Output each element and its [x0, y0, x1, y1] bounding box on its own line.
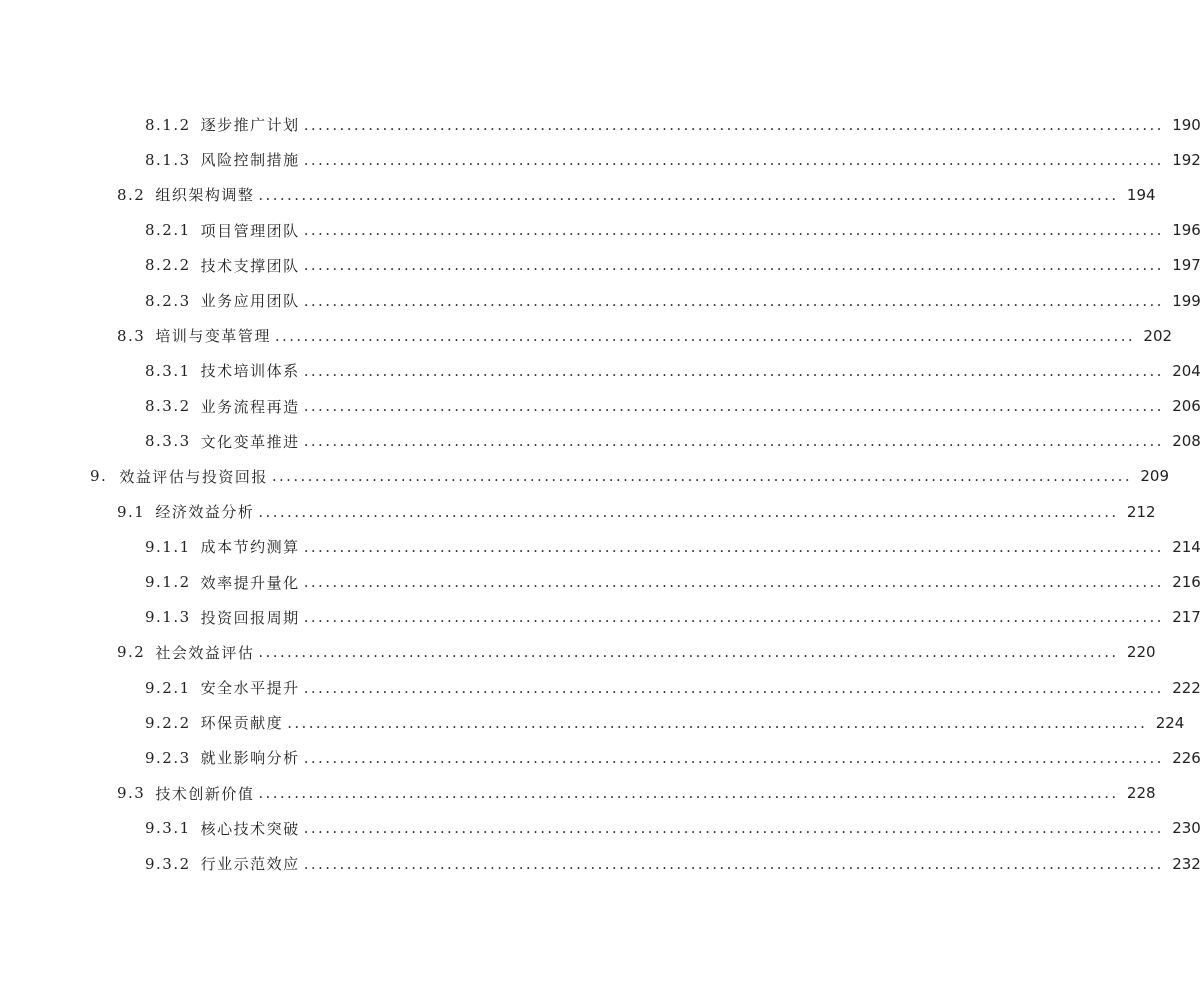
toc-entry-title: 技术支撑团队	[200, 256, 300, 275]
toc-entry-title: 业务流程再造	[200, 397, 300, 416]
toc-entry-9-2-3[interactable]	[0, 740, 1201, 775]
toc-entry-9-2-1[interactable]	[0, 670, 1201, 705]
toc-entry-page: 232	[1172, 854, 1201, 873]
toc-entry-number: 9.2.2	[145, 713, 191, 732]
toc-entry-title: 安全水平提升	[200, 679, 300, 698]
toc-entry-8-2[interactable]	[0, 177, 1156, 212]
toc-entry-title: 经济效益分析	[155, 503, 255, 522]
toc-entry-page: 206	[1172, 397, 1201, 416]
toc-entry-9-1-3[interactable]	[0, 600, 1201, 635]
toc-entry-8-1-2[interactable]	[0, 107, 1201, 142]
toc-entry-page: 226	[1172, 748, 1201, 767]
toc-entry-title: 风险控制措施	[200, 151, 300, 170]
toc-entry-8-1-3[interactable]	[0, 142, 1201, 177]
toc-dot-leader: ........................................................................................................................	[258, 784, 1119, 803]
toc-entry-page: 216	[1172, 573, 1201, 592]
toc-dot-leader: ........................................................................................................................	[303, 748, 1164, 767]
toc-entry-number: 8.1.3	[145, 150, 191, 169]
toc-entry-8-3-3[interactable]	[0, 424, 1201, 459]
toc-entry-page: 228	[1126, 784, 1156, 803]
toc-entry-number: 9.1.3	[145, 608, 191, 627]
toc-entry-title: 组织架构调整	[155, 186, 255, 205]
toc-entry-page: 222	[1172, 678, 1201, 697]
toc-dot-leader: ........................................................................................................................	[303, 221, 1164, 240]
toc-entry-title: 业务应用团队	[200, 292, 300, 311]
toc-dot-leader: ........................................................................................................................	[258, 643, 1119, 662]
toc-entry-number: 8.3.3	[145, 432, 191, 451]
toc-entry-page: 224	[1155, 713, 1185, 732]
toc-entry-number: 8.3	[117, 326, 146, 345]
toc-entry-number: 9.1	[117, 502, 146, 521]
toc-entry-title: 效率提升量化	[200, 573, 300, 592]
toc-entry-title: 培训与变革管理	[155, 327, 271, 346]
toc-entry-page: 199	[1172, 291, 1201, 310]
toc-entry-title: 核心技术突破	[200, 819, 300, 838]
toc-entry-title: 就业影响分析	[200, 749, 300, 768]
toc-entry-title: 投资回报周期	[200, 608, 300, 627]
toc-dot-leader: ........................................................................................................................	[303, 361, 1164, 380]
toc-dot-leader: ........................................................................................................................	[303, 291, 1164, 310]
toc-dot-leader: ........................................................................................................................	[287, 713, 1148, 732]
toc-entry-number: 9.1.1	[145, 537, 191, 556]
toc-entry-9-1[interactable]	[0, 494, 1156, 529]
toc-entry-8-3-1[interactable]	[0, 353, 1201, 388]
toc-entry-page: 192	[1172, 150, 1201, 169]
toc-dot-leader: ........................................................................................................................	[303, 397, 1164, 416]
toc-dot-leader: ........................................................................................................................	[303, 573, 1164, 592]
toc-entry-9-1-1[interactable]	[0, 529, 1201, 564]
toc-entry-number: 8.2	[117, 185, 146, 204]
toc-entry-number: 8.3.2	[145, 397, 191, 416]
toc-dot-leader: ........................................................................................................................	[303, 432, 1164, 451]
toc-entry-page: 196	[1172, 221, 1201, 240]
toc-entry-number: 9.2.1	[145, 678, 191, 697]
toc-entry-8-2-3[interactable]	[0, 283, 1201, 318]
toc-entry-number: 9.2.3	[145, 748, 191, 767]
toc-dot-leader: ........................................................................................................................	[303, 256, 1164, 275]
toc-entry-title: 技术创新价值	[155, 784, 255, 803]
toc-entry-8-3[interactable]	[0, 318, 1173, 353]
toc-dot-leader: ........................................................................................................................	[274, 326, 1136, 345]
toc-entry-number: 9.1.2	[145, 573, 191, 592]
toc-entry-number: 9.3	[117, 784, 146, 803]
toc-dot-leader: ........................................................................................................................	[258, 185, 1119, 204]
toc-entry-page: 230	[1172, 819, 1201, 838]
toc-entry-number: 8.2.3	[145, 291, 191, 310]
toc-entry-9-2-2[interactable]	[0, 705, 1185, 740]
toc-entry-number: 9.3.2	[145, 854, 191, 873]
toc-entry-9-2[interactable]	[0, 635, 1156, 670]
toc-entry-title: 效益评估与投资回报	[119, 467, 268, 486]
toc-entry-title: 行业示范效应	[200, 855, 300, 874]
toc-entry-title: 文化变革推进	[200, 432, 300, 451]
toc-entry-title: 项目管理团队	[200, 221, 300, 240]
toc-entry-9-3-2[interactable]	[0, 846, 1201, 881]
toc-dot-leader: ........................................................................................................................	[303, 115, 1164, 134]
toc-entry-page: 220	[1126, 643, 1156, 662]
toc-dot-leader: ........................................................................................................................	[303, 819, 1164, 838]
toc-entry-page: 212	[1126, 502, 1156, 521]
toc-entry-page: 197	[1172, 256, 1201, 275]
toc-entry-number: 8.2.2	[145, 256, 191, 275]
toc-entry-page: 217	[1172, 608, 1201, 627]
toc-entry-page: 204	[1172, 361, 1201, 380]
toc-entry-page: 208	[1172, 432, 1201, 451]
toc-dot-leader: ........................................................................................................................	[303, 608, 1164, 627]
table-of-contents	[0, 107, 1201, 881]
toc-dot-leader: ........................................................................................................................	[271, 467, 1132, 486]
toc-entry-9-3[interactable]	[0, 776, 1156, 811]
toc-entry-page: 202	[1143, 326, 1173, 345]
toc-dot-leader: ........................................................................................................................	[303, 678, 1164, 697]
toc-entry-page: 194	[1126, 185, 1156, 204]
toc-entry-title: 成本节约测算	[200, 538, 300, 557]
toc-dot-leader: ........................................................................................................................	[303, 854, 1164, 873]
toc-entry-number: 9.2	[117, 643, 146, 662]
toc-entry-number: 9.3.1	[145, 819, 191, 838]
toc-entry-number: 8.2.1	[145, 221, 191, 240]
toc-dot-leader: ........................................................................................................................	[258, 502, 1119, 521]
toc-entry-page: 209	[1140, 467, 1169, 486]
toc-entry-number: 8.1.2	[145, 115, 191, 134]
toc-entry-title: 逐步推广计划	[200, 116, 300, 135]
toc-entry-8-2-1[interactable]	[0, 213, 1201, 248]
toc-dot-leader: ........................................................................................................................	[303, 150, 1164, 169]
toc-entry-8-2-2[interactable]	[0, 248, 1201, 283]
toc-entry-page: 214	[1172, 537, 1201, 556]
toc-entry-title: 环保贡献度	[200, 714, 284, 733]
toc-entry-number: 8.3.1	[145, 361, 191, 380]
toc-entry-number: 9.	[90, 467, 108, 486]
toc-dot-leader: ........................................................................................................................	[303, 537, 1164, 556]
toc-entry-9[interactable]	[0, 459, 1169, 494]
toc-entry-9-1-2[interactable]	[0, 564, 1201, 599]
toc-entry-title: 社会效益评估	[155, 643, 255, 662]
toc-entry-8-3-2[interactable]	[0, 389, 1201, 424]
toc-entry-9-3-1[interactable]	[0, 811, 1201, 846]
toc-entry-page: 190	[1172, 115, 1201, 134]
toc-entry-title: 技术培训体系	[200, 362, 300, 381]
